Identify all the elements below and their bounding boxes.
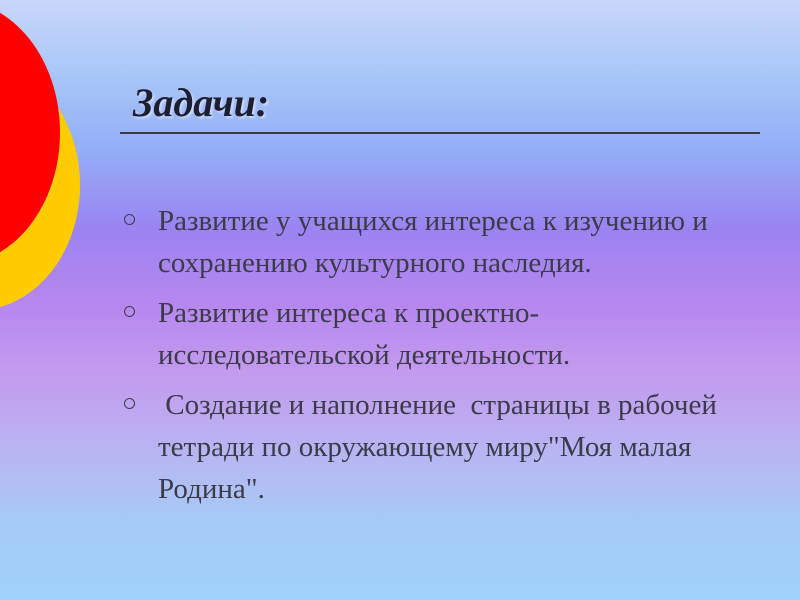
hollow-circle-icon <box>124 306 135 317</box>
slide-title: Задачи: <box>133 80 270 125</box>
task-item-text: Развитие у учащихся интереса к изучению и сохранению культурного наследия. <box>158 205 716 279</box>
task-item <box>118 200 738 284</box>
task-item-text: Создание и наполнение страницы в рабочей тетради по окружающему миру"Моя малая Родина". <box>158 389 725 505</box>
task-item <box>118 384 738 510</box>
title-underline <box>120 132 760 134</box>
task-list <box>118 200 738 518</box>
task-item <box>118 292 738 376</box>
task-item-text: Развитие интереса к проектно-исследовательской деятельности. <box>158 297 571 371</box>
hollow-circle-icon <box>124 214 135 225</box>
hollow-circle-icon <box>124 398 135 409</box>
